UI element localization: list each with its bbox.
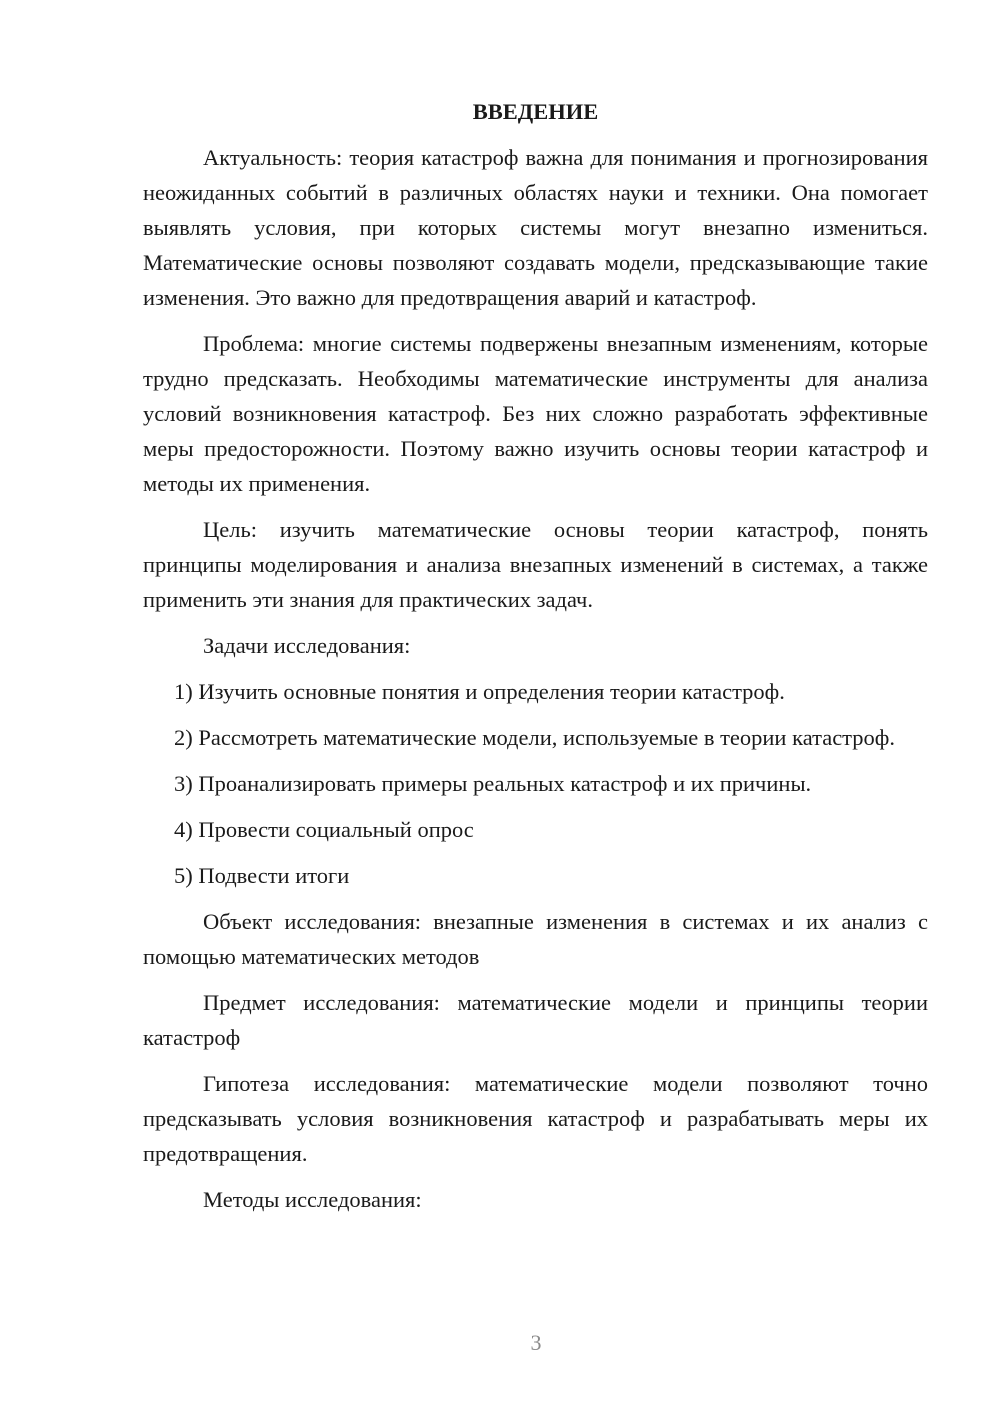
list-item: 2) Рассмотреть математические модели, используемые в теории катастроф. <box>174 725 895 750</box>
list-item: 4) Провести социальный опрос <box>174 817 474 842</box>
page-number: 3 <box>530 1330 542 1355</box>
tasks-heading: Задачи исследования: <box>203 633 411 658</box>
object-paragraph: Объект исследования: внезапные изменения в системах и их анализ с помощью математических методов <box>143 909 928 969</box>
goal-paragraph: Цель: изучить математические основы теории катастроф, понять принципы моделирования и анализа внезапных изменений в системах, а также применить эти знания для практических задач. <box>143 517 928 612</box>
methods-heading: Методы исследования: <box>203 1187 422 1212</box>
list-item: 1) Изучить основные понятия и определения теории катастроф. <box>174 679 785 704</box>
list-item: 5) Подвести итоги <box>174 863 350 888</box>
hypothesis-paragraph: Гипотеза исследования: математические модели позволяют точно предсказывать условия возникновения катастроф и разрабатывать меры их предотвращения. <box>143 1071 928 1166</box>
relevance-paragraph: Актуальность: теория катастроф важна для понимания и прогнозирования неожиданных событий в различных областях науки и техники. Она помогает выявлять условия, при которых системы могут внезапно измениться. Математические основы позволяют создавать модели, предсказывающие такие изменения. Это важно для предотвращения аварий и катастроф. <box>143 145 928 310</box>
tasks-list <box>143 674 928 893</box>
problem-paragraph: Проблема: многие системы подвержены внезапным изменениям, которые трудно предсказать. Необходимы математические инструменты для анализа условий возникновения катастроф. Без них сложно разработать эффективные меры предосторожности. Поэтому важно изучить основы теории катастроф и методы их применения. <box>143 331 928 496</box>
list-item: 3) Проанализировать примеры реальных катастроф и их причины. <box>174 771 812 796</box>
document-page <box>143 94 928 1228</box>
section-title: ВВЕДЕНИЕ <box>472 99 599 124</box>
subject-paragraph: Предмет исследования: математические модели и принципы теории катастроф <box>143 990 928 1050</box>
